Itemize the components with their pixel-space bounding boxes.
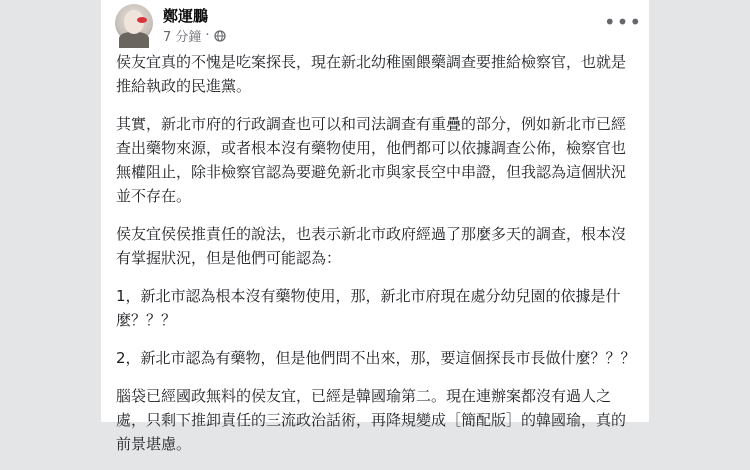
facebook-post-card	[101, 0, 649, 453]
post-body	[116, 50, 638, 470]
post-timestamp[interactable]: 7 分鐘	[163, 30, 202, 45]
post-paragraph: 1，新北市認為根本沒有藥物使用，那，新北市府現在處分幼兒園的依據是什麼？？？	[116, 287, 621, 329]
post-header	[115, 4, 643, 45]
author-name[interactable]: 鄭運鵬	[163, 7, 209, 25]
post-paragraph: 侯友宜真的不愧是吃案探長，現在新北幼稚園餵藥調查要推給檢察官，也就是推給執政的民進黨。	[116, 53, 627, 95]
post-meta	[163, 26, 226, 45]
post-paragraph: 侯友宜侯侯推責任的說法，也表示新北市政府經過了那麼多天的調查，根本沒有掌握狀況，但是他們可能認為：	[116, 225, 627, 267]
more-options-button[interactable]	[603, 8, 643, 36]
globe-icon[interactable]	[214, 30, 226, 42]
more-horizontal-icon: •••	[603, 10, 643, 34]
post-paragraph: 2，新北市認為有藥物，但是他們問不出來，那，要這個探長市長做什麼？？？	[116, 349, 636, 367]
meta-separator: ·	[205, 28, 210, 43]
author-avatar[interactable]	[115, 4, 153, 42]
post-paragraph: 腦袋已經國政無料的侯友宜，已經是韓國瑜第二。現在連辦案都沒有過人之處，只剩下推卸責任的三流政治話術，再降規變成［簡配版］的韓國瑜，真的前景堪慮。	[116, 387, 627, 453]
post-paragraph: 其實，新北市府的行政調查也可以和司法調查有重疊的部分，例如新北市已經查出藥物來源，或者根本沒有藥物使用，他們都可以依據調查公佈，檢察官也無權阻止，除非檢察官認為要避免新北市與家長空中串證，但我認為這個狀況並不存在。	[116, 115, 627, 205]
